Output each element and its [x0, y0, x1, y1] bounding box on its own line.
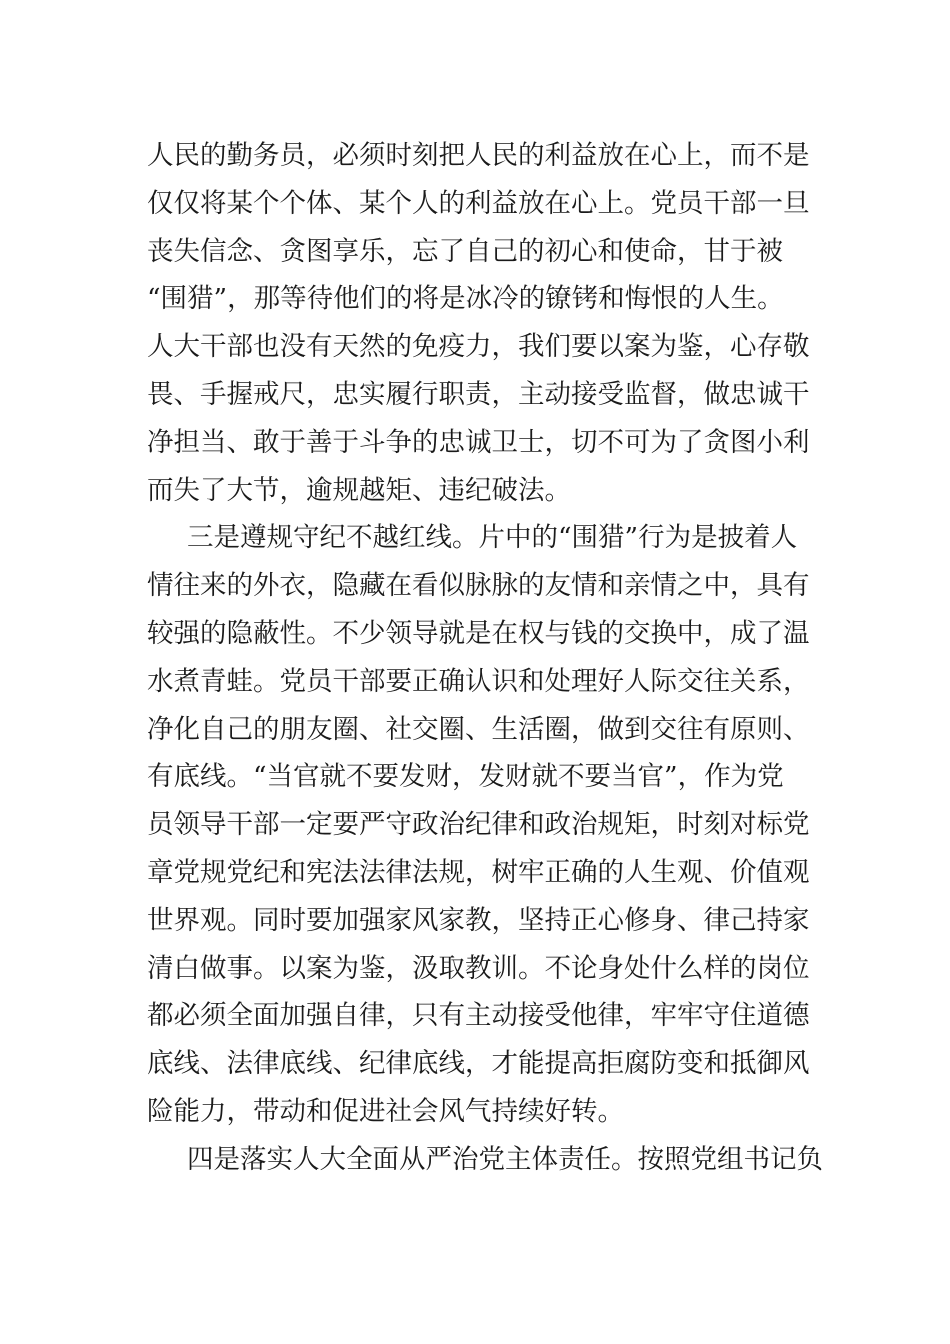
- body-text: [147, 132, 823, 1184]
- text-line: 仅仅将某个个体、某个人的利益放在心上。党员干部一旦: [147, 187, 810, 219]
- text-line: “围猎”，那等待他们的将是冰冷的镣铐和悔恨的人生。: [147, 283, 784, 315]
- text-line: 章党规党纪和宪法法律法规，树牢正确的人生观、价值观: [147, 856, 810, 888]
- text-line: 畏、手握戒尺，忠实履行职责，主动接受监督，做忠诚干: [147, 378, 810, 410]
- text-line: 有底线。“当官就不要发财，发财就不要当官”，作为党: [147, 761, 784, 793]
- text-line: 世界观。同时要加强家风家教，坚持正心修身、律己持家: [147, 904, 810, 936]
- text-line: 人大干部也没有天然的免疫力，我们要以案为鉴，心存敬: [147, 331, 810, 363]
- text-line: 水煮青蛙。党员干部要正确认识和处理好人际交往关系，: [147, 665, 810, 697]
- paragraph-start-line: 三是遵规守纪不越红线。片中的“围猎”行为是披着人: [187, 522, 798, 554]
- text-line: 员领导干部一定要严守政治纪律和政治规矩，时刻对标党: [147, 809, 810, 841]
- text-line: 底线、法律底线、纪律底线，才能提高拒腐防变和抵御风: [147, 1048, 810, 1080]
- text-line: 而失了大节，逾规越矩、违纪破法。: [147, 474, 571, 506]
- text-line: 都必须全面加强自律，只有主动接受他律，牢牢守住道德: [147, 1000, 810, 1032]
- text-line: 净化自己的朋友圈、社交圈、生活圈，做到交往有原则、: [147, 713, 810, 745]
- text-line: 人民的勤务员，必须时刻把人民的利益放在心上，而不是: [147, 140, 810, 171]
- text-line: 丧失信念、贪图享乐，忘了自己的初心和使命，甘于被: [147, 235, 783, 267]
- text-line: 险能力，带动和促进社会风气持续好转。: [147, 1095, 624, 1127]
- text-line: 净担当、敢于善于斗争的忠诚卫士，切不可为了贪图小利: [147, 426, 810, 458]
- text-line: 情往来的外衣，隐藏在看似脉脉的友情和亲情之中，具有: [147, 570, 810, 602]
- paragraph-start-line: 四是落实人大全面从严治党主体责任。按照党组书记负: [187, 1143, 823, 1175]
- text-line: 较强的隐蔽性。不少领导就是在权与钱的交换中，成了温: [147, 617, 810, 649]
- text-line: 清白做事。以案为鉴，汲取教训。不论身处什么样的岗位: [147, 952, 810, 984]
